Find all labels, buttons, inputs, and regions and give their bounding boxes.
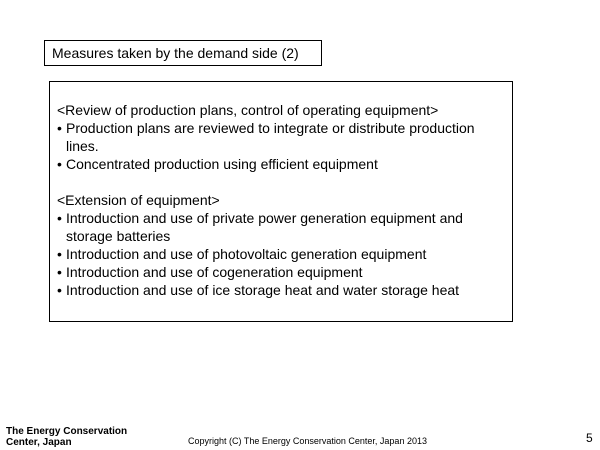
list-item-text: Concentrated production using efficient equipment bbox=[66, 156, 378, 172]
footer-copyright: Copyright (C) The Energy Conservation Center, Japan 2013 bbox=[188, 436, 427, 446]
section-heading-review: <Review of production plans, control of operating equipment> bbox=[57, 102, 439, 118]
footer-org-line2: Center, Japan bbox=[6, 437, 72, 448]
list-item-text: Introduction and use of private power generation equipment and storage batteries bbox=[66, 210, 463, 244]
list-item-text: Introduction and use of photovoltaic generation equipment bbox=[66, 246, 427, 262]
list-item bbox=[57, 209, 512, 245]
review-list bbox=[57, 119, 512, 173]
slide-title-text: Measures taken by the demand side (2) bbox=[52, 45, 299, 61]
footer-organization bbox=[6, 426, 127, 448]
list-item bbox=[57, 155, 512, 173]
list-item bbox=[57, 281, 512, 299]
footer-org-line1: The Energy Conservation bbox=[6, 426, 128, 437]
list-item-text: Production plans are reviewed to integrate or distribute production lines. bbox=[66, 120, 475, 154]
section-heading-extension: <Extension of equipment> bbox=[57, 192, 220, 208]
bullet: • bbox=[57, 156, 62, 172]
list-item-text: Introduction and use of cogeneration equipment bbox=[66, 264, 363, 280]
list-item bbox=[57, 263, 512, 281]
extension-list bbox=[57, 209, 512, 299]
slide-title bbox=[44, 40, 322, 66]
bullet: • bbox=[57, 282, 62, 298]
page-number: 5 bbox=[586, 431, 593, 445]
list-item bbox=[57, 119, 512, 155]
bullet: • bbox=[57, 246, 62, 262]
list-item-text: Introduction and use of ice storage heat and water storage heat bbox=[66, 282, 460, 298]
bullet: • bbox=[57, 210, 62, 226]
bullet: • bbox=[57, 120, 62, 136]
content-box bbox=[49, 81, 513, 322]
spacer bbox=[57, 173, 512, 191]
list-item bbox=[57, 245, 512, 263]
bullet: • bbox=[57, 264, 62, 280]
